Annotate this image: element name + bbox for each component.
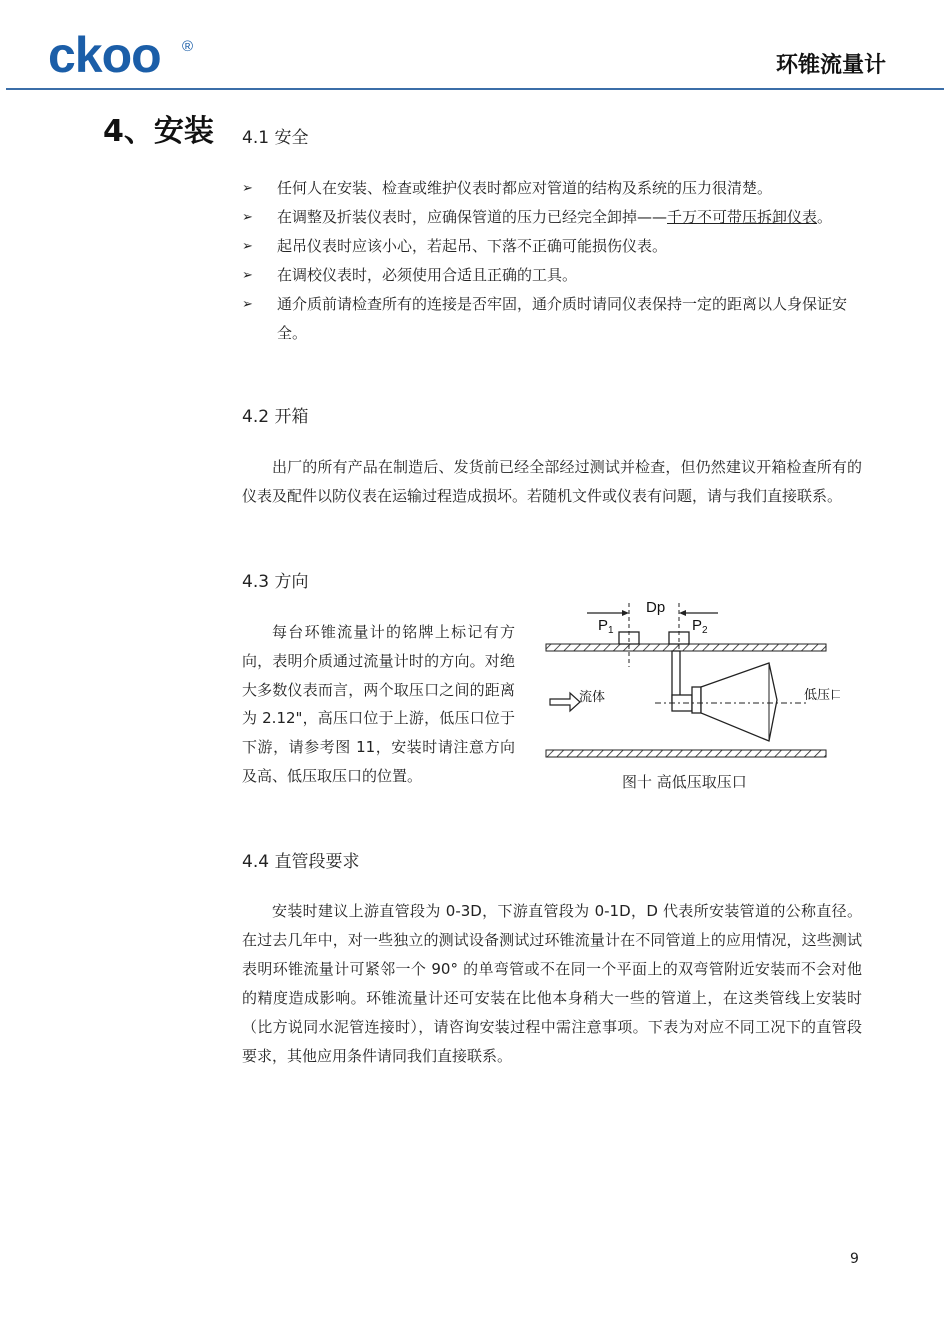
safety-bullet-list: [242, 174, 862, 348]
straight-pipe-paragraph: 安装时建议上游直管段为 0-3D，下游直管段为 0-1D，D 代表所安装管道的公称直径。在过去几年中，对一些独立的测试设备测试过环锥流量计在不同管道上的应用情况，这些测试表明环锥流量计可紧邻一个 90° 的单弯管或不在同一个平面上的双弯管附近安装而不会对他的精度造成影响。环锥流量计还可安装在比他本身稍大一些的管道上，在这类管线上安装时（比方说同水泥管连接时），请咨询安装过程中需注意事项。下表为对应不同工况下的直管段要求，其他应用条件请同我们直接联系。: [242, 902, 862, 1065]
flow-label: 流体: [579, 690, 606, 705]
brand-logo: ckoo: [48, 27, 161, 83]
arrow-bullet-icon: ➢: [242, 210, 253, 225]
cone-neck: [692, 687, 701, 713]
arrow-bullet-icon: ➢: [242, 268, 253, 283]
cone-body: [701, 663, 777, 741]
p2-label: $P_2$: [692, 617, 708, 636]
arrow-bullet-icon: ➢: [242, 239, 253, 254]
header-divider: [6, 88, 944, 90]
section-title-straight-pipe: 4.4 直管段要求: [242, 852, 360, 872]
direction-paragraph: 每台环锥流量计的铭牌上标记有方向，表明介质通过流量计时的方向。对绝大多数仪表而言，两个取压口之间的距离为 2.12"，高压口位于上游，低压口位于下游，请参考图 11，安装时请注意方向及高、低压取压口的位置。: [242, 623, 515, 785]
flow-arrow-icon: [550, 693, 580, 711]
section-title-safety: 4.1 安全: [242, 128, 309, 148]
p2-arrowhead: [679, 610, 686, 616]
list-item: ➢ 任何人在安装、检查或维护仪表时都应对管道的结构及系统的压力很清楚。: [242, 174, 862, 203]
list-item: ➢ 在调整及折装仪表时，应确保管道的压力已经完全卸掉——千万不可带压拆卸仪表。: [242, 203, 862, 232]
pressure-port-svg: [540, 595, 840, 770]
p1-label: $P_1$: [598, 617, 614, 636]
arrow-bullet-icon: ➢: [242, 297, 253, 312]
page-number: 9: [850, 1251, 859, 1267]
figure-caption: 图十 高低压取压口: [622, 773, 747, 791]
unpacking-paragraph: 出厂的所有产品在制造后、发货前已经全部经过测试并检查，但仍然建议开箱检查所有的仪表及配件以防仪表在运输过程造成损坏。若随机文件或仪表有问题，请与我们直接联系。: [242, 458, 862, 505]
list-item: ➢ 通介质前请检查所有的连接是否牢固，通介质时请同仪表保持一定的距离以人身保证安全。: [242, 290, 862, 348]
section-title-unpacking: 4.2 开箱: [242, 407, 309, 427]
lower-pipe-wall: [546, 750, 826, 757]
arrow-bullet-icon: ➢: [242, 181, 253, 196]
dp-label: Dp: [646, 599, 666, 616]
list-item: ➢ 起吊仪表时应该小心，若起吊、下落不正确可能损伤仪表。: [242, 232, 862, 261]
upper-pipe-wall: [546, 644, 826, 651]
product-title: 环锥流量计: [775, 53, 886, 78]
section-title-direction: 4.3 方向: [242, 572, 309, 592]
list-item: ➢ 在调校仪表时，必须使用合适且正确的工具。: [242, 261, 862, 290]
low-port-label: 低压口: [804, 688, 840, 703]
support-tube: [672, 651, 680, 701]
p1-arrowhead: [622, 610, 629, 616]
chapter-title: 4、安装: [103, 114, 214, 149]
warning-text: 千万不可带压拆卸仪表: [667, 208, 818, 226]
pressure-port-diagram: [540, 595, 840, 774]
registered-mark: ®: [182, 38, 194, 55]
